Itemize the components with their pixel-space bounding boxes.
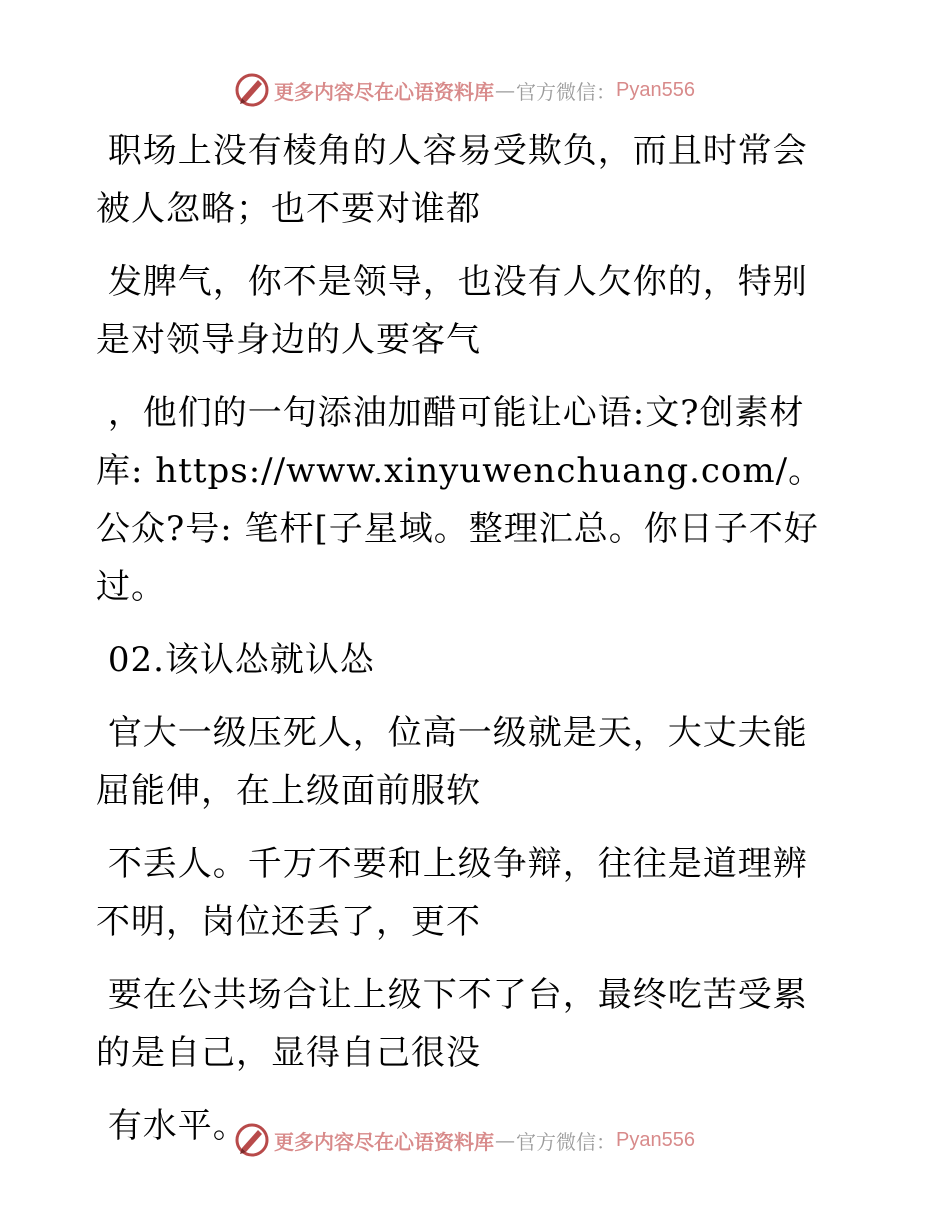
paragraph: 职场上没有棱角的人容易受欺负，而且时常会被人忽略；也不要对谁都 (96, 131, 808, 229)
paragraph: 发脾气，你不是领导，也没有人欠你的，特别是对领导身边的人要客气 (96, 262, 808, 360)
footer-banner (234, 1120, 695, 1160)
footer-dash: — (495, 1128, 515, 1152)
header-dash: — (495, 78, 515, 102)
paragraph: 有水平。 (96, 1106, 248, 1146)
header-wechat-id: Pyan556 (616, 78, 695, 101)
header-slogan: 更多内容尽在心语资料库 (274, 79, 494, 104)
paragraph: 要在公共场合让上级下不了台，最终吃苦受累的是自己，显得自己很没 (96, 975, 808, 1073)
header-wechat-label: 官方微信： (516, 79, 616, 104)
paragraph: 官大一级压死人，位高一级就是天，大丈夫能屈能伸，在上级面前服软 (96, 713, 808, 811)
footer-slogan: 更多内容尽在心语资料库 (274, 1129, 494, 1154)
paragraph: 不丢人。千万不要和上级争辩，往往是道理辨不明，岗位还丢了，更不 (96, 844, 808, 942)
section-heading: 02.该认怂就认怂 (96, 640, 375, 680)
footer-wechat-label: 官方微信： (516, 1129, 616, 1154)
document-body (96, 122, 836, 1170)
paragraph: ，他们的一句添油加醋可能让心语:文?创素材库: https://www.xinyuwenchuang.com/。公众?号: 笔杆[子星域。整理汇总。你日子不好过。 (96, 393, 824, 607)
pen-logo-icon (234, 1122, 270, 1158)
header-banner (234, 70, 695, 110)
pen-logo-icon (234, 72, 270, 108)
footer-wechat-id: Pyan556 (616, 1128, 695, 1151)
